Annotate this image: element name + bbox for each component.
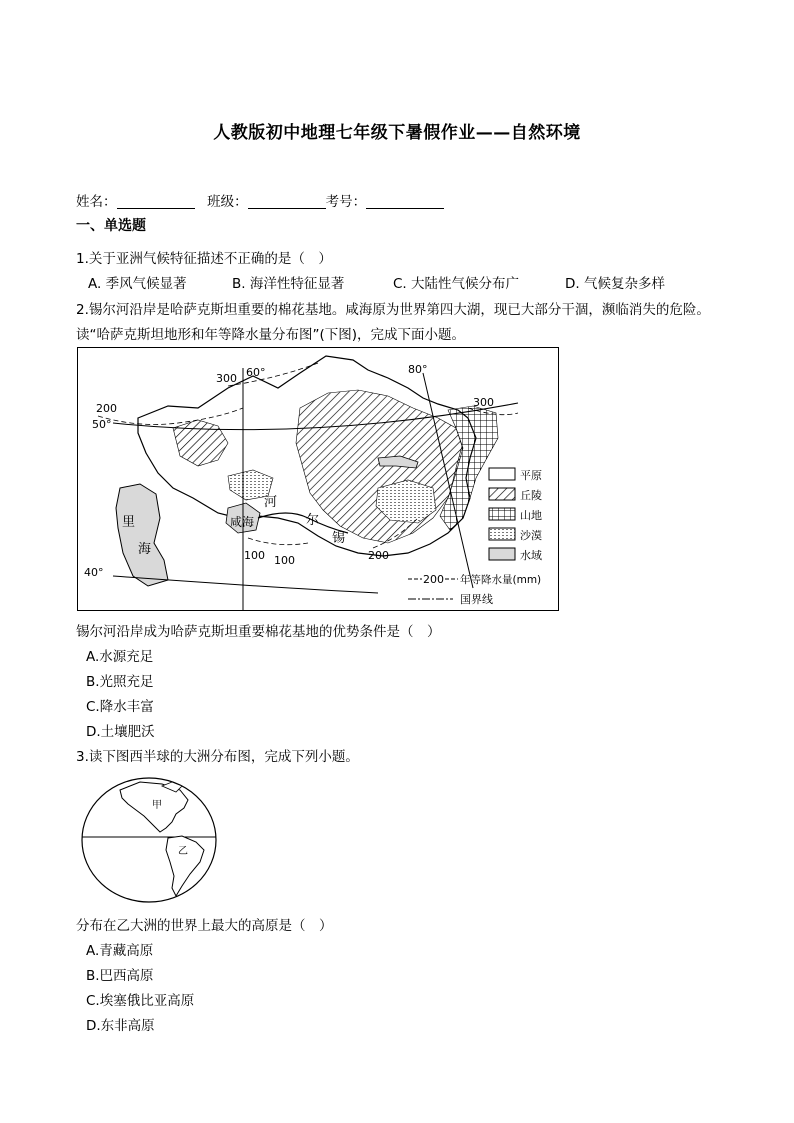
legend-swatch-hills: [489, 488, 515, 500]
western-hemisphere-globe: [80, 776, 218, 904]
section-heading: 一、单选题: [76, 218, 146, 234]
q2-option-d[interactable]: D.土壤肥沃: [86, 724, 155, 740]
q3-option-c[interactable]: C.埃塞俄比亚高原: [86, 993, 195, 1009]
label-river1: 河: [264, 495, 278, 510]
label-river2: 尔: [306, 513, 320, 528]
class-blank[interactable]: [248, 194, 326, 209]
globe-svg: [80, 776, 218, 904]
label-iso200b: 200: [368, 549, 389, 562]
q1-option-a[interactable]: A. 季风气候显著: [88, 276, 187, 292]
caspian-sea: [116, 484, 168, 586]
label-lat50: 50°: [92, 418, 112, 431]
q3-option-a[interactable]: A.青藏高原: [86, 943, 154, 959]
page-title: 人教版初中地理七年级下暑假作业——自然环境: [213, 123, 581, 143]
q1-option-b[interactable]: B. 海洋性特征显著: [232, 276, 345, 292]
name-blank[interactable]: [117, 194, 195, 209]
label-sea2: 海: [138, 542, 152, 557]
legend-water: 水域: [520, 549, 542, 562]
student-info: [76, 190, 444, 210]
map-svg: [78, 348, 559, 611]
legend-mountain: 山地: [520, 509, 542, 522]
q2-option-b[interactable]: B.光照充足: [86, 674, 154, 690]
label-iso300a: 300: [216, 372, 237, 385]
label-lat40: 40°: [84, 566, 104, 579]
legend-hills: 丘陵: [520, 489, 542, 502]
legend-swatch-mountain: [489, 508, 515, 520]
legend-swatch-plain: [489, 468, 515, 480]
q1-stem: 1.关于亚洲气候特征描述不正确的是（ ）: [76, 251, 332, 267]
label-lon60: 60°: [246, 366, 266, 379]
label-iso100a: 100: [244, 549, 265, 562]
label-river3: 锡: [332, 531, 346, 546]
label-lon80: 80°: [408, 363, 428, 376]
q3-option-b[interactable]: B.巴西高原: [86, 968, 154, 984]
q2-sub-stem: 锡尔河沿岸成为哈萨克斯坦重要棉花基地的优势条件是（ ）: [76, 624, 441, 640]
q2-option-a[interactable]: A.水源充足: [86, 649, 154, 665]
legend-isohyet: 年等降水量(mm): [460, 574, 542, 586]
class-label: 班级：: [207, 194, 248, 210]
id-label: 考号：: [325, 194, 367, 210]
q2-stem-line2: 读“哈萨克斯坦地形和年等降水量分布图”(下图)，完成下面小题。: [76, 327, 466, 343]
q1-option-d[interactable]: D. 气候复杂多样: [565, 276, 665, 292]
isohyet-100: [248, 538, 308, 545]
label-aral: 咸海: [230, 515, 255, 529]
label-jia: 甲: [152, 800, 162, 811]
q3-sub-stem: 分布在乙大洲的世界上最大的高原是（ ）: [76, 918, 333, 934]
q2-stem-line1: 2.锡尔河沿岸是哈萨克斯坦重要的棉花基地。咸海原为世界第四大湖，现已大部分干涸，濒临消失的危险。: [76, 302, 710, 318]
name-label: 姓名：: [76, 194, 117, 210]
q2-option-c[interactable]: C.降水丰富: [86, 699, 154, 715]
legend-plain: 平原: [520, 469, 542, 482]
legend-isohyet-value: 200: [423, 573, 444, 586]
q3-stem: 3.读下图西半球的大洲分布图，完成下列小题。: [76, 749, 359, 765]
id-blank[interactable]: [366, 194, 444, 209]
q3-option-d[interactable]: D.东非高原: [86, 1018, 155, 1034]
legend-desert: 沙漠: [520, 529, 542, 542]
q1-option-c[interactable]: C. 大陆性气候分布广: [393, 276, 520, 292]
kazakhstan-map: [77, 347, 559, 611]
label-iso300b: 300: [473, 396, 494, 409]
label-iso200a: 200: [96, 402, 117, 415]
legend-swatch-water: [489, 548, 515, 560]
legend-border: 国界线: [460, 593, 493, 606]
legend-swatch-desert: [489, 528, 515, 540]
label-yi: 乙: [178, 846, 188, 857]
label-sea1: 里: [122, 515, 136, 530]
label-iso100b: 100: [274, 554, 295, 567]
